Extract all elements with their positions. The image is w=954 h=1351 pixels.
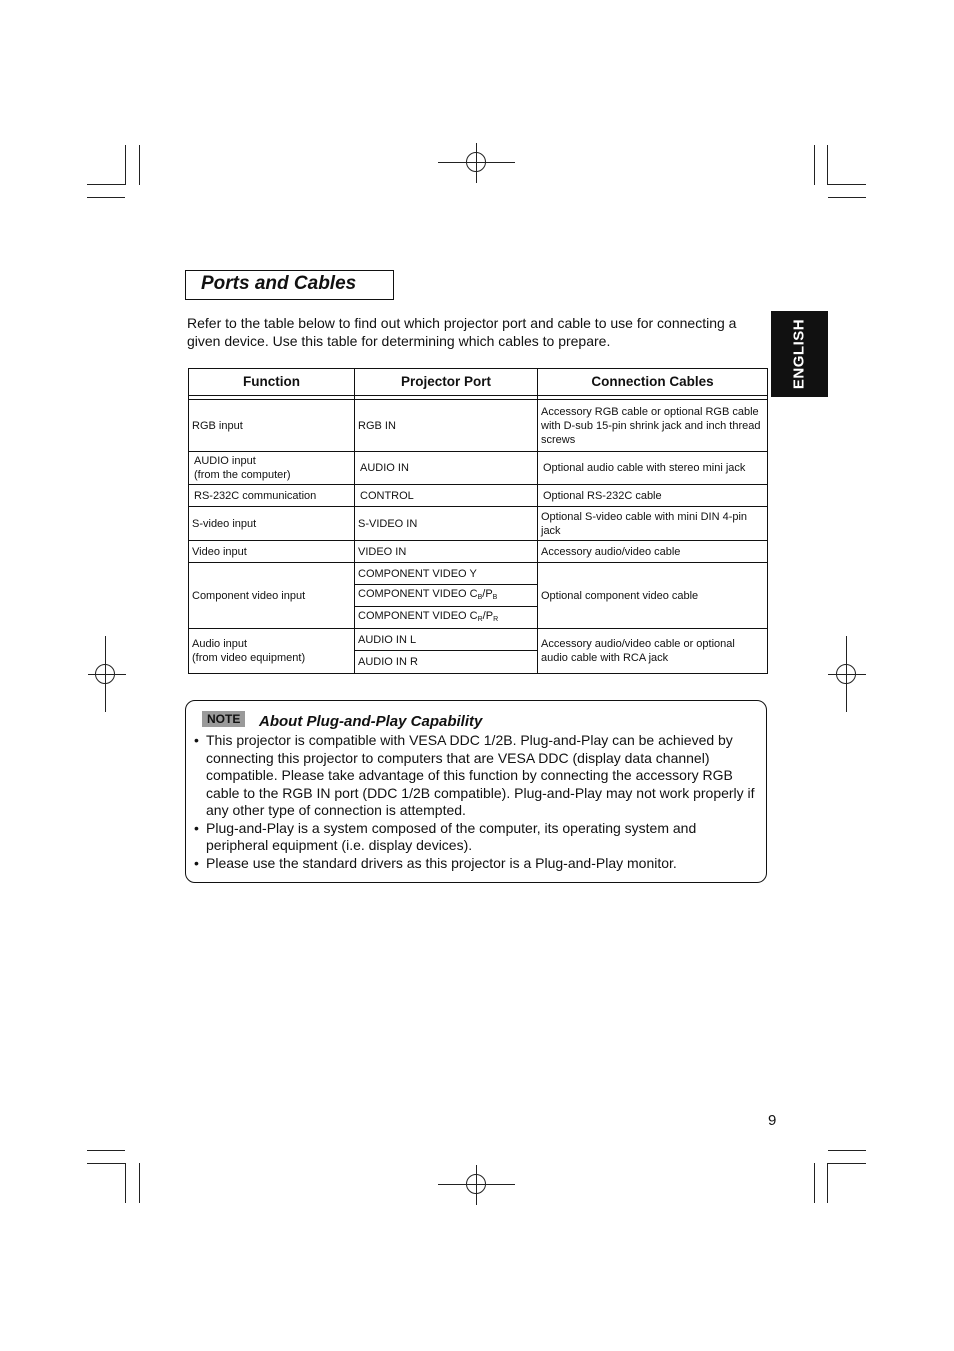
port-text: /P (482, 587, 493, 600)
port-subscript: B (477, 593, 483, 601)
column-header-function: Function (189, 369, 355, 396)
crop-mark (827, 145, 828, 185)
section-title: Ports and Cables (201, 273, 357, 294)
crop-mark (87, 197, 125, 198)
function-cell: RS-232C communication (189, 485, 355, 507)
port-cell: AUDIO IN L (355, 629, 538, 651)
table-row (189, 629, 768, 651)
cable-cell: Optional audio cable with stereo mini jack (538, 452, 768, 485)
function-cell: RGB input (189, 400, 355, 452)
crop-mark (125, 1163, 126, 1203)
list-item (194, 732, 760, 820)
registration-circle (466, 152, 486, 172)
function-cell (189, 452, 355, 485)
bullet-text: Plug-and-Play is a system composed of the computer, its operating system and peripheral equipment (i.e. display devices). (206, 819, 697, 853)
crop-mark (828, 197, 866, 198)
list-item (194, 820, 760, 855)
function-cell: Component video input (189, 563, 355, 629)
note-box (185, 700, 767, 883)
port-cell: COMPONENT VIDEO Y (355, 563, 538, 585)
table-header-row (189, 369, 768, 396)
column-header-port: Projector Port (355, 369, 538, 396)
crop-mark (87, 1163, 125, 1164)
intro-paragraph: Refer to the table below to find out which projector port and cable to use for connecting a given device. Use this table for determining which cables to prepare. (187, 315, 737, 349)
crop-mark (87, 184, 125, 185)
function-line: AUDIO input (194, 455, 256, 467)
cable-cell: Accessory audio/video cable or optional audio cable with RCA jack (538, 629, 768, 674)
crop-mark (828, 1163, 866, 1164)
section-title-box (185, 270, 394, 300)
port-cell: RGB IN (355, 400, 538, 452)
registration-circle (466, 1174, 486, 1194)
bullet-text: This projector is compatible with VESA DDC 1/2B. Plug-and-Play can be achieved by connecting this projector to computers that are VESA DDC (display data channel) compatible. Please take advantage of this function by connecting the accessory RGB cable to the RGB IN port (DDC 1/2B compatible). Plug-and-Play may not work properly if any other type of connection is attempted. (206, 732, 755, 818)
language-tab (771, 311, 828, 397)
list-item (194, 855, 760, 873)
page-number: 9 (768, 1112, 777, 1129)
table-row (189, 563, 768, 585)
table-row (189, 507, 768, 541)
function-cell: Video input (189, 541, 355, 563)
cable-cell: Accessory audio/video cable (538, 541, 768, 563)
port-cell: VIDEO IN (355, 541, 538, 563)
port-cell: AUDIO IN (355, 452, 538, 485)
note-badge: NOTE (202, 711, 245, 727)
port-subscript: B (492, 593, 498, 601)
function-cell (189, 629, 355, 674)
crop-mark (827, 1163, 828, 1203)
crop-mark (828, 184, 866, 185)
crop-mark (125, 145, 126, 185)
cable-cell: Accessory RGB cable or optional RGB cable with D-sub 15-pin shrink jack and inch thread screws (538, 400, 768, 452)
crop-mark (814, 145, 815, 185)
crop-mark (814, 1163, 815, 1203)
port-cell (355, 607, 538, 629)
bullet-glyph: • (194, 732, 199, 748)
table-row (189, 541, 768, 563)
table-row (189, 485, 768, 507)
registration-circle (836, 664, 856, 684)
port-text: COMPONENT VIDEO C (358, 609, 478, 622)
crop-mark (139, 1163, 140, 1203)
port-cell: CONTROL (355, 485, 538, 507)
column-header-cables: Connection Cables (538, 369, 768, 396)
port-cell (355, 585, 538, 607)
cable-cell: Optional S-video cable with mini DIN 4-pin jack (538, 507, 768, 541)
registration-circle (95, 664, 115, 684)
cable-cell: Optional component video cable (538, 563, 768, 629)
ports-table (188, 368, 768, 674)
port-cell: AUDIO IN R (355, 651, 538, 674)
port-text: COMPONENT VIDEO C (358, 587, 478, 600)
bullet-glyph: • (194, 819, 199, 836)
crop-mark (828, 1150, 866, 1151)
port-subscript: R (477, 615, 483, 623)
port-subscript: R (493, 615, 499, 623)
port-text: /P (482, 609, 494, 622)
language-tab-label: ENGLISH (790, 318, 808, 390)
function-cell: S-video input (189, 507, 355, 541)
crop-mark (139, 145, 140, 185)
function-line: (from the computer) (194, 469, 291, 481)
function-line: Audio input (192, 638, 248, 650)
table-row (189, 452, 768, 485)
bullet-glyph: • (194, 854, 199, 871)
note-title: About Plug-and-Play Capability (259, 713, 483, 730)
bullet-text: Please use the standard drivers as this projector is a Plug-and-Play monitor. (206, 854, 677, 871)
port-cell: S-VIDEO IN (355, 507, 538, 541)
table-row (189, 400, 768, 452)
crop-mark (87, 1150, 125, 1151)
cable-cell: Optional RS-232C cable (538, 485, 768, 507)
note-bullets (194, 732, 760, 872)
function-line: (from video equipment) (192, 652, 306, 664)
